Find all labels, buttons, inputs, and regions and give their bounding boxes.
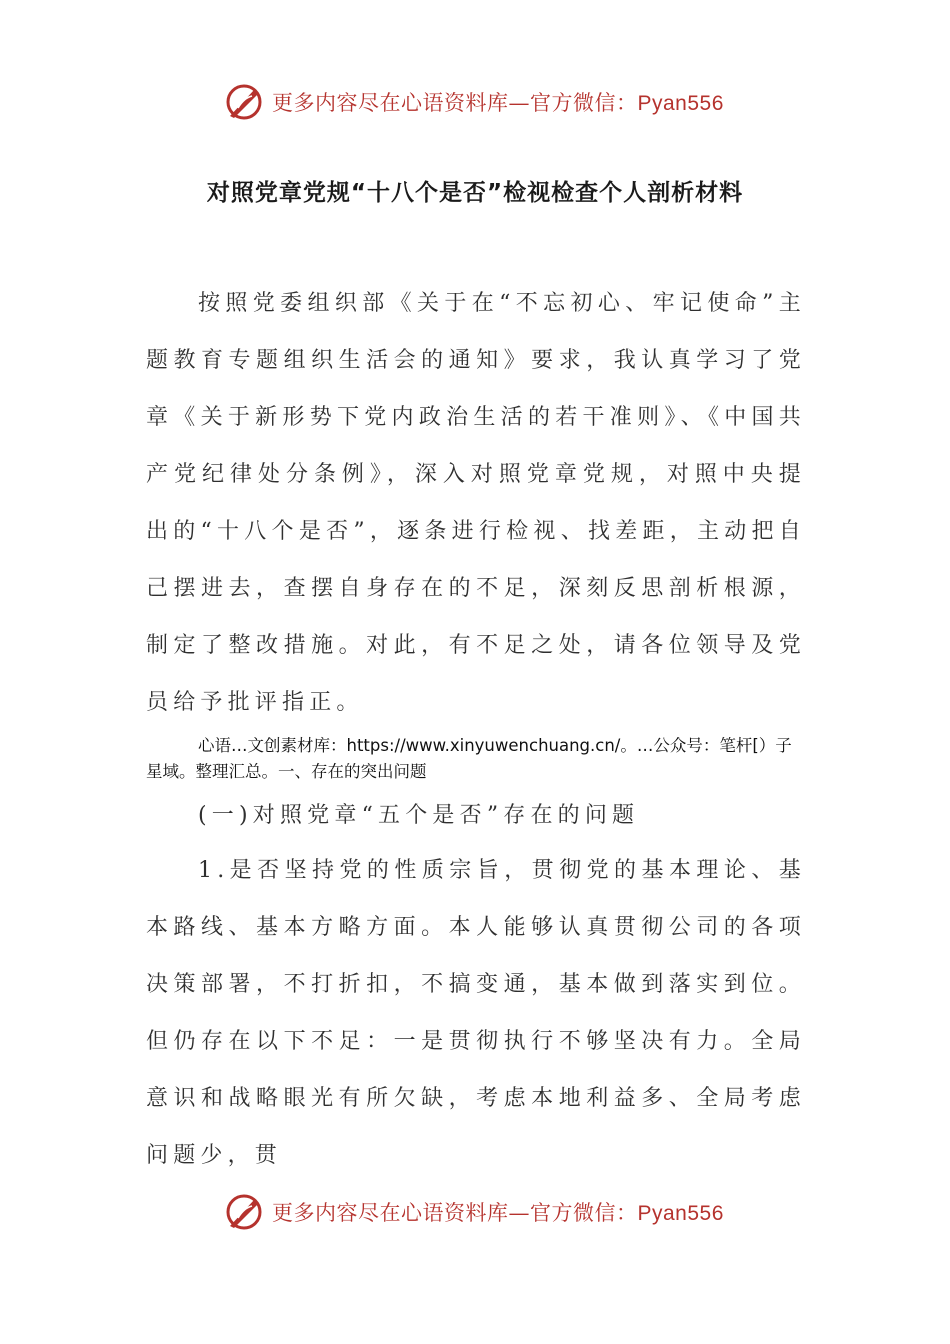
intro-paragraph: 按照党委组织部《关于在“不忘初心、牢记使命”主题教育专题组织生活会的通知》要求，我认真学习了党章《关于新形势下党内政治生活的若干准则》、《中国共产党纪律处分条例》，深入对照党章党规，对照中央提出的“十八个是否”，逐条进行检视、找差距，主动把自己摆进去，查摆自身存在的不足，深刻反思剖析根源，制定了整改措施。对此，有不足之处，请各位领导及党员给予批评指正。 (146, 291, 806, 715)
section-heading: (一)对照党章“五个是否”存在的问题 (198, 803, 640, 828)
footer-banner (224, 1190, 724, 1234)
footer-wechat-id: Pyan556 (637, 1202, 724, 1225)
pen-logo-icon (224, 1192, 264, 1232)
header-banner-text: 更多内容尽在心语资料库—官方微信：Pyan556 (272, 91, 724, 115)
header-banner (224, 80, 724, 124)
document-title: 对照党章党规“十八个是否”检视检查个人剖析材料 (206, 180, 744, 206)
footer-banner-text: 更多内容尽在心语资料库—官方微信：Pyan556 (272, 1201, 724, 1225)
pen-logo-icon (224, 82, 264, 122)
source-note: 心语…文创素材库：https://www.xinyuwenchuang.cn/。…公众号：笔杆[）子星域。整理汇总。一、存在的突出问题 (146, 736, 792, 781)
item-1-paragraph: 1.是否坚持党的性质宗旨，贯彻党的基本理论、基本路线、基本方略方面。本人能够认真贯彻公司的各项决策部署，不打折扣，不搞变通，基本做到落实到位。但仍存在以下不足：一是贯彻执行不够坚决有力。全局意识和战略眼光有所欠缺，考虑本地利益多、全局考虑问题少，贯 (146, 858, 806, 1168)
header-wechat-id: Pyan556 (637, 92, 724, 115)
